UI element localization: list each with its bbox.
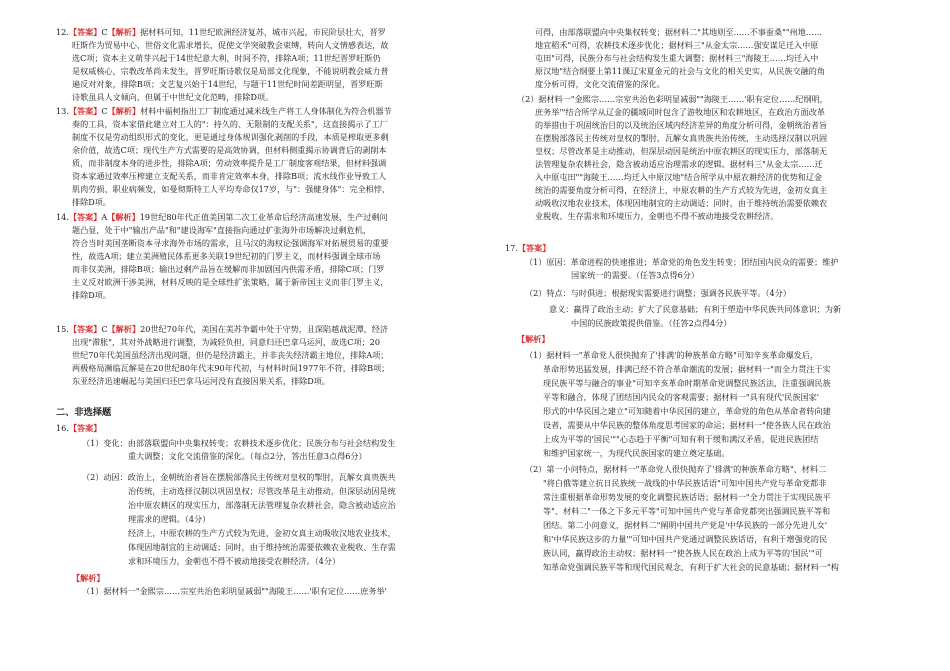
- q12-text-line: 遍反对对象，排除B项；文艺复兴始于14世纪，与题干11世纪时间差距明显，晋罗旺斯: [72, 79, 383, 89]
- q17-item-2: [525, 288, 791, 298]
- q17-explain-line: 据材料一"革命党人很快抛弃了'排满'的种族革命方略"可知辛亥革命爆发后，: [546, 350, 819, 360]
- q16-explain-item-line: 庶务举'"结合所学从辽金的疆域同时包含了游牧地区和农耕地区，在政治方面改革: [535, 107, 825, 117]
- q17-explain-line: 等"、材料二"一体之下多元平等"可知中国共产党与革命党都突出强调民族平等和: [543, 506, 831, 516]
- q17-explain-label: 【解析】: [517, 334, 550, 344]
- q16-explain-item-line: 动吸收汉地农业技术，体现因地制宜的主动调适；同时，由于维持统治需要依赖农: [535, 198, 828, 208]
- q17-explain-line: 上成为平等的'国民'""心态趋于平衡"可知有利于缓和满汉矛盾，促进民族团结: [543, 434, 819, 444]
- q17-explain-line: 第一小问特点，据材料一"革命党人很快抛弃了'排满'的种族革命方略"、材料二: [546, 464, 827, 474]
- q14-text-line: 排除D项。: [72, 290, 111, 300]
- q17-answer-tag: 【答案】: [517, 243, 551, 253]
- q13-text-line: 制度不仅是劳动组织形式的变化，更是通过身体规训强化剥削的手段，本质是榨取更多剩: [72, 132, 389, 142]
- q13-text-line: 奏的工具，资本家借此建立对工人的"：持久的、无限制的支配关系"，这直接揭示了工厂: [72, 119, 388, 129]
- q17-item-label: （2）特点：: [525, 288, 571, 298]
- section-heading: 二、非选择题: [56, 407, 112, 418]
- q17-item-line: 与时俱进；根据现实需要进行调整；强调各民族平等。（4分）: [570, 288, 791, 298]
- q15-text-line: 20世纪70年代，美国在美苏争霸中处于守势，且深陷越战泥潭，经济: [140, 324, 388, 334]
- q16-explain-item-line: 统治的需要角度分析可得，在经济上，中原农耕的生产方式较为先进，金初女真主: [535, 185, 828, 195]
- q14-answer-tag: 【答案】: [68, 212, 102, 222]
- q16-first-line: [56, 423, 101, 433]
- q17-explain-line: 形式的中华民国之建立"可知随着中华民国的建立，革命党的角色从革命者转向建: [543, 406, 831, 416]
- q15-answer: C: [101, 324, 108, 334]
- q16-item-line: 经济上，中原农耕的生产方式较为先进，金初女真主动吸收汉地农业技术，: [128, 528, 396, 538]
- q16-explain-cont-line: 原汉地"结合纲要上第11课辽宋夏金元的社会与文化的相关史实，从民族交融的角: [535, 66, 825, 76]
- q13-explain-tag: 【解析】: [107, 106, 141, 116]
- q17-first-line: [505, 243, 550, 253]
- q17-item-label: （1）原因：: [525, 257, 571, 267]
- q15-text-line: 东亚经济迅速崛起与美国归还巴拿马运河没有直接因果关系，排除D项。: [72, 376, 331, 386]
- q14-text-line: 19世纪80年代正值美国第二次工业革命后经济高速发展，生产过剩问: [139, 212, 388, 222]
- q12-text-line: 据材料可知，11世纪欧洲经济复苏，城市兴起，市民阶层壮大，晋罗: [140, 27, 386, 37]
- q12-number: 12.: [56, 27, 69, 37]
- q13-text-line: 排除D项。: [72, 197, 111, 207]
- q12-answer-tag: 【答案】: [68, 27, 102, 37]
- q16-item-label: （1）变化：: [82, 438, 128, 448]
- q13-number: 13.: [56, 106, 69, 116]
- q17-explain-item-label: （1）: [525, 350, 547, 360]
- q17-explain-line: 和维护国家统一，为现代民族国家的建立奠定基础。: [543, 448, 730, 458]
- q13-text-line: 资本家通过效率压榨建立支配关系，而非肯定效率本身，排除B项；流水线作业导致工人: [72, 171, 387, 181]
- q14-number: 14.: [56, 212, 69, 222]
- q17-explain-line: 革命形势迅猛发展，排满已经不符合革命潮流的发展；据材料一"而全力贯注于实: [543, 364, 831, 374]
- q14-text-line: 题凸显，处于中"输出产品"和"建设海军"直接指向通过扩张海外市场解决过剩危机，: [72, 225, 371, 235]
- q16-explain-label: 【解析】: [72, 573, 105, 583]
- q17-explain-line: 平等和融合，体现了团结国内民众的客观需要；据材料一"具有现代'民族国家': [543, 392, 819, 402]
- q16-item-line: 体现因地制宜的主动调适；同时，由于维持统治需要依赖农业税收、生存需: [128, 542, 396, 552]
- q17-explain-tag: [517, 334, 549, 344]
- q17-explain-line: "将白俄等建立抗日民族统一战线的中华民族话语"可知中国共产党与革命党都非: [543, 478, 827, 488]
- q12-text-line: 旺斯作为贸易中心，世俗文化需求增长，促使文学突破教会束缚，转向人文情感表达，故: [72, 40, 389, 50]
- q12-answer: C: [101, 27, 108, 37]
- q16-number: 16.: [56, 423, 69, 433]
- q16-answer-tag: 【答案】: [68, 423, 102, 433]
- q16-item-2: [82, 472, 396, 482]
- q16-explain-cont-line: 可得，由部落联盟向中央集权转变；据材料二"其地则至……不事蚕桑""州地……: [535, 27, 823, 37]
- q16-item-line: 政治上，金朝统治者旨在摆脱部落民主传统对皇权的掣肘，瓦解女真贵族共: [127, 472, 396, 482]
- q16-item-line: 由部落联盟向中央集权转变；农耕技术逐步优化；民族分布与社会结构发生: [127, 438, 396, 448]
- q14-explain-tag: 【解析】: [107, 212, 140, 222]
- q16-item-label: （2）动因：: [82, 472, 128, 482]
- q16-explain-item-label: （2）: [517, 94, 539, 104]
- q14-answer: A: [101, 212, 108, 222]
- q17-explain-item-2: [525, 464, 826, 474]
- q15-explain-tag: 【解析】: [107, 324, 141, 334]
- q12-explain-tag: 【解析】: [107, 27, 141, 37]
- q16-explain-item-line: 据材料一"金熙宗……宗室共治色彩明显减弱""海陵王……'职有定位……纪纲明，: [538, 94, 828, 104]
- q16-explain-cont-line: 地宜稻禾"可得，农耕技术逐步优化；据材料三"从金太宗……强安谋足迁入中原: [535, 40, 819, 50]
- q16-explain-item-line: 的举措由于巩固统治目的以及统治区域内经济差异的角度分析可得，金朝统治者旨: [535, 120, 828, 130]
- q15-text-line: 世纪70年代美国虽经济出现问题，但仍是经济霸主，并非丧失经济霸主地位，排除A项；: [72, 350, 389, 360]
- q16-item-line: 重大调整；文化交流借鉴的深化。（每点2分，答出任意3点得6分）: [128, 451, 367, 461]
- q15-first-line: [56, 324, 388, 334]
- q16-explain-tag: [72, 573, 104, 583]
- q17-explain-line: 知革命党强调民族平等和现代国民观念，有利于扩大社会的民意基础；据材料一"构: [543, 562, 839, 572]
- q15-number: 15.: [56, 324, 69, 334]
- q17-item-line: 革命进程的快速推进；革命党的角色发生转变；团结国内民众的需要；维护: [570, 257, 839, 267]
- q16-explain-cont-line: 度分析可得，文化交流借鉴的深化。: [535, 79, 665, 89]
- q16-item-line: 理需求的逻辑。（4分）: [128, 514, 211, 524]
- q12-first-line: [56, 27, 386, 37]
- q14-text-line: 而非仅美洲，排除B项；输出过剩产品旨在缓解而非加剧国内供需矛盾，排除C项；门罗: [72, 264, 385, 274]
- q13-text-line: 材料中福柯指出工厂制度通过减米线生产将工人身体制化为符合机器节: [140, 106, 392, 116]
- q12-text-line: 选C项；资本主义萌芽兴起于14世纪意大利，时间不符，排除A项；11世纪晋罗旺斯仍: [72, 53, 381, 63]
- q16-item-1: [82, 438, 396, 448]
- q17-explain-line: 团结。第二小问意义，据材料二"阐明中国共产党是'中华民族的一部分先进儿女': [543, 520, 828, 530]
- q12-text-line: 诗歌虽具人文倾向，但属于中世纪文化范畴，排除D项。: [72, 92, 274, 102]
- q16-explain-cont-line: 屯田"可得，民族分布与社会结构发生重大调整；据材料三"海陵王……均迁入中: [535, 53, 819, 63]
- q15-text-line: 两极格局濒临瓦解是在20世纪80年代末90年代初，与材料时间1977年不符，排除B项；: [72, 363, 390, 373]
- q17-item-1: [525, 257, 839, 267]
- q16-explain-item-line: 入中原屯田""海陵王……均迁入中原汉地"结合所学从中原农耕经济的优势和辽金: [535, 172, 823, 182]
- q16-explain-line: （1）据材料一"金熙宗……宗室共治色彩明显减弱""海陵王……'职有定位……庶务举': [82, 586, 387, 596]
- q16-explain-item-line: 在摆脱部落民主传统对皇权的掣肘，瓦解女真贵族共治传统，主动选择汉制以巩固: [535, 133, 828, 143]
- q17-item-3: [549, 304, 841, 314]
- q17-item-line: 中国的民族政策提供借鉴。（任答2点得4分）: [571, 318, 732, 328]
- q16-explain-item-2: [517, 94, 828, 104]
- q12-text-line: 是权威核心，宗教改革尚未发生，晋罗旺斯诗歌仅是局部文化现象，不能说明教会威力普: [72, 66, 389, 76]
- q17-explain-item-label: （2）: [525, 464, 547, 474]
- q13-answer: C: [101, 106, 108, 116]
- q17-item-line: 赢得了政治主动；扩大了民意基础；有利于塑造中华民族共同体意识；为新: [573, 304, 842, 314]
- q15-answer-tag: 【答案】: [68, 324, 102, 334]
- q17-item-line: 国家统一的需要。（任答3点得6分）: [571, 270, 699, 280]
- q14-text-line: 性，故选A项；建立美洲殖民体系更多关联19世纪初的门罗主义，而材料强调全球市场: [72, 251, 381, 261]
- q17-number: 17.: [505, 243, 518, 253]
- q13-text-line: 余价值，故选C项；现代生产方式需要的是高效协调，但材料侧重揭示协调背后的剥削本: [72, 145, 387, 155]
- q17-item-label: 意义：: [549, 304, 574, 314]
- q17-explain-line: 和'中华民族这步的力量'"可知中国共产党通过调整民族话语，有利于增强党的民: [543, 534, 828, 544]
- q16-explain-item-line: 业税收、生存需求和环境压力，金朝也不得不被动地接受农耕经济。: [535, 211, 779, 221]
- q13-text-line: 肌肉劳损、职业病频发，如曼彻斯特工人平均寿命仅17岁，与"：强健身体"：完全相悖，: [72, 184, 391, 194]
- q14-text-line: 符合当时美国垄断资本寻求海外市场的需求，且马汉的海权论强调海军对拓展贸易的重要: [72, 238, 389, 248]
- q13-answer-tag: 【答案】: [68, 106, 102, 116]
- q16-item-line: 求和环境压力，金朝也不得不被动地接受农耕经济。（4分）: [128, 556, 341, 566]
- q13-first-line: [56, 106, 392, 116]
- q14-first-line: [56, 212, 388, 222]
- q16-item-line: 治中原农耕区的现实压力，部落制无法管理复杂农耕社会，隐含被动适应治: [128, 500, 396, 510]
- q15-text-line: 出现"滞胀"，其对外战略进行调整，为减轻负担，同意归还巴拿马运河，故选C项；20: [72, 337, 381, 347]
- q17-explain-line: 设者，需要从中华民族的整体角度思考国家的命运；据材料一"使各族人民在政治: [543, 420, 831, 430]
- q13-text-line: 质，而非制度本身的进步性，排除A项；劳动效率提升是工厂制度客观结果，但材料强调: [72, 158, 387, 168]
- q17-explain-line: 族认同，赢得政治主动权；据材料一"使各族人民在政治上成为平等的'国民'"可: [543, 548, 823, 558]
- q16-explain-item-line: 皇权；尽管改革是主动推动，但深层动因是统治中原农耕区的现实压力，部落制无: [535, 146, 828, 156]
- q16-item-line: 治传统，主动选择汉制以巩固皇权；尽管改革是主动推动，但深层动因是统: [128, 486, 396, 496]
- q14-text-line: 主义反对欧洲干涉美洲，材料反映的是全球性扩张策略，属于新帝国主义而非门罗主义，: [72, 277, 389, 287]
- q17-explain-line: 常注重根据革命形势发展的变化调整民族话语；据材料一"全力贯注于实现民族平: [543, 492, 831, 502]
- q17-explain-line: 现民族平等与融合的事业"可知辛亥革命时期革命党调整民族活法，注重强调民族: [543, 378, 831, 388]
- q16-explain-item-line: 法管理复杂农耕社会，隐含被动适应治理需求的逻辑。据材料三"从金太宗……迁: [535, 159, 823, 169]
- q17-explain-item-1: [525, 350, 818, 360]
